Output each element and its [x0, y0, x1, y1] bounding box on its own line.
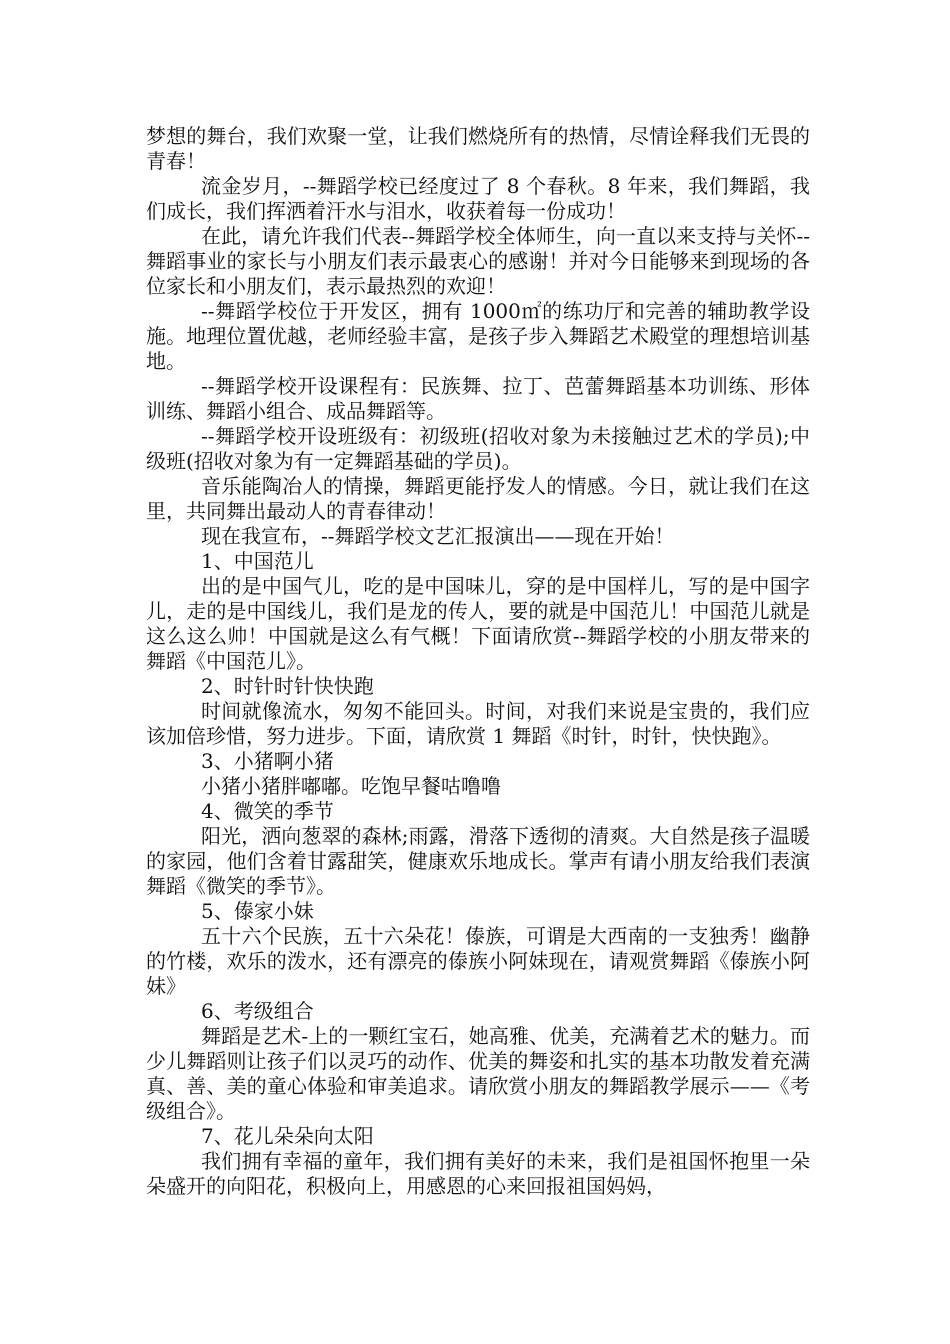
- paragraph-intro: 梦想的舞台，我们欢聚一堂，让我们燃烧所有的热情，尽情诠释我们无畏的青春！: [146, 124, 810, 173]
- paragraph-courses: --舞蹈学校开设课程有：民族舞、拉丁、芭蕾舞蹈基本功训练、形体训练、舞蹈小组合、成品舞蹈等。: [146, 374, 810, 423]
- program-heading-6: 6、考级组合: [201, 999, 314, 1023]
- program-text-5: 五十六个民族，五十六朵花！傣族，可谓是大西南的一支独秀！幽静的竹楼，欢乐的泼水，还有漂亮的傣族小阿妹现在，请观赏舞蹈《傣族小阿妹》: [146, 924, 810, 998]
- program-heading-4: 4、微笑的季节: [201, 799, 334, 823]
- program-heading-5: 5、傣家小妹: [201, 899, 314, 923]
- paragraph-music: 音乐能陶冶人的情操，舞蹈更能抒发人的情感。今日，就让我们在这里，共同舞出最动人的青春律动！: [146, 474, 810, 523]
- program-text-4: 阳光，洒向葱翠的森林;雨露，滑落下透彻的清爽。大自然是孩子温暖的家园，他们含着甘露甜笑，健康欢乐地成长。掌声有请小朋友给我们表演舞蹈《微笑的季节》。: [146, 824, 810, 898]
- paragraph-classes: --舞蹈学校开设班级有：初级班(招收对象为未接触过艺术的学员);中级班(招收对象为有一定舞蹈基础的学员)。: [146, 424, 810, 473]
- program-heading-2: 2、时针时针快快跑: [201, 674, 374, 698]
- program-text-1: 出的是中国气儿，吃的是中国味儿，穿的是中国样儿，写的是中国字儿，走的是中国线儿，我们是龙的传人，要的就是中国范儿！中国范儿就是这么这么帅！中国就是这么有气概！下面请欣赏--舞蹈学校的小朋友带来的舞蹈《中国范儿》。: [146, 574, 810, 673]
- paragraph-thanks: 在此，请允许我们代表--舞蹈学校全体师生，向一直以来支持与关怀--舞蹈事业的家长与小朋友们表示最衷心的感谢！并对今日能够来到现场的各位家长和小朋友们，表示最热烈的欢迎！: [146, 224, 810, 298]
- program-text-6: 舞蹈是艺术-上的一颗红宝石，她高雅、优美，充满着艺术的魅力。而少儿舞蹈则让孩子们以灵巧的动作、优美的舞姿和扎实的基本功散发着充满真、善、美的童心体验和审美追求。请欣赏小朋友的舞蹈教学展示——《考级组合》。: [146, 1024, 810, 1123]
- paragraph-years: 流金岁月，--舞蹈学校已经度过了 8 个春秋。8 年来，我们舞蹈，我们成长，我们挥洒着汗水与泪水，收获着每一份成功！: [146, 174, 810, 223]
- paragraph-location: --舞蹈学校位于开发区，拥有 1000㎡的练功厅和完善的辅助教学设施。地理位置优越，老师经验丰富，是孩子步入舞蹈艺术殿堂的理想培训基地。: [146, 299, 810, 373]
- program-text-7: 我们拥有幸福的童年，我们拥有美好的未来，我们是祖国怀抱里一朵朵盛开的向阳花，积极向上，用感恩的心来回报祖国妈妈，: [146, 1149, 810, 1198]
- document-page: [146, 124, 810, 1199]
- program-heading-1: 1、中国范儿: [201, 549, 314, 573]
- paragraph-announce: 现在我宣布，--舞蹈学校文艺汇报演出——现在开始！: [201, 524, 675, 548]
- program-text-2: 时间就像流水，匆匆不能回头。时间，对我们来说是宝贵的，我们应该加倍珍惜，努力进步。下面，请欣赏 1 舞蹈《时针，时针，快快跑》。: [146, 699, 810, 748]
- program-heading-3: 3、小猪啊小猪: [201, 749, 334, 773]
- program-text-3: 小猪小猪胖嘟嘟。吃饱早餐咕噜噜: [201, 774, 501, 798]
- program-heading-7: 7、花儿朵朵向太阳: [201, 1124, 374, 1148]
